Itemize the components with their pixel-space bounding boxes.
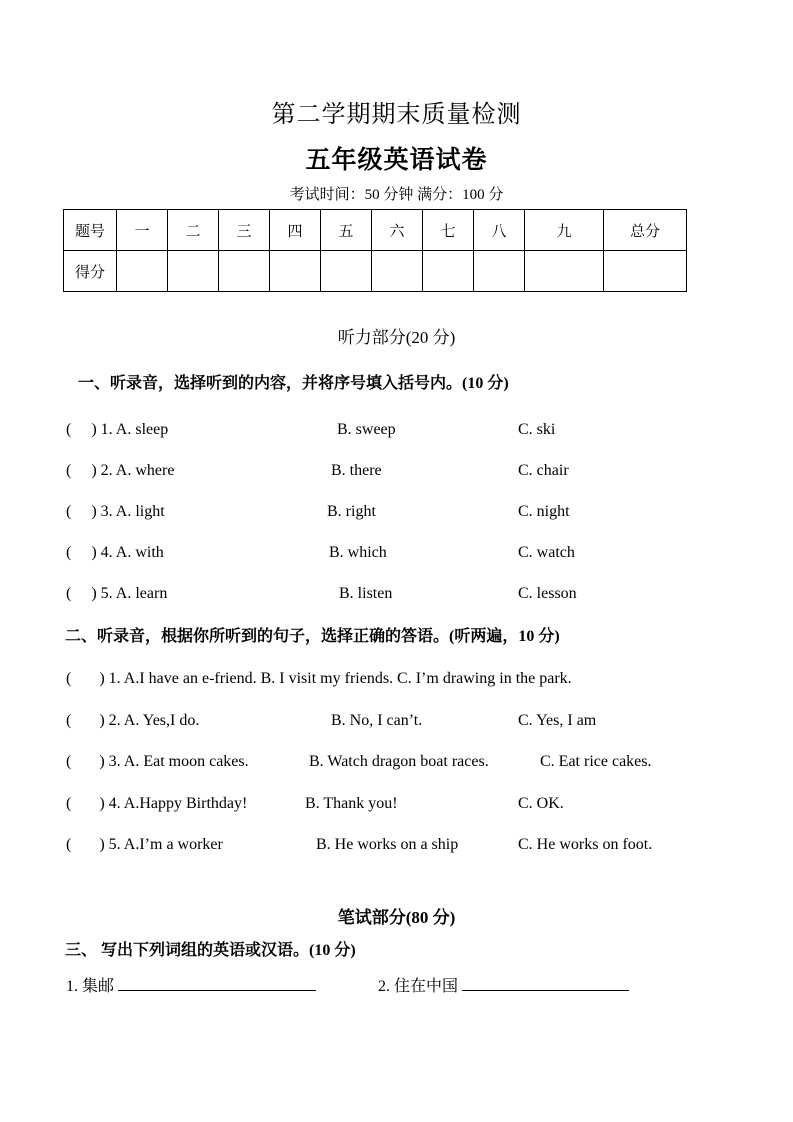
column-header-3: 三 (219, 210, 270, 251)
section-two-heading: 二、听录音，根据你所听到的句子，选择正确的答语。(听两遍，10 分) (65, 628, 560, 645)
question-number-l1-3: 3. (100, 503, 113, 520)
question-row-l1-1[interactable] (66, 418, 746, 442)
fill-item-2-blank[interactable] (462, 975, 629, 991)
answer-bracket-l1-5[interactable]: ( ) (66, 585, 97, 602)
question-number-l1-4: 4. (100, 544, 113, 561)
column-header-6: 六 (372, 210, 423, 251)
exam-info: 考试时间：50 分钟 满分：100 分 (289, 187, 504, 203)
question-row-l2-5[interactable] (66, 833, 746, 857)
option-b-l1-2[interactable]: B. there (331, 462, 382, 479)
option-a-l1-4[interactable]: A. with (115, 544, 164, 561)
answer-bracket-l2-3[interactable]: ( ) (66, 753, 105, 770)
option-c-l1-4[interactable]: C. watch (518, 544, 575, 561)
option-a-l2-2[interactable]: A. Yes,I do. (123, 712, 200, 729)
option-b-l2-4[interactable]: B. Thank you! (305, 795, 398, 812)
fill-item-2-number: 2. (378, 978, 390, 995)
answer-bracket-l1-1[interactable]: ( ) (66, 421, 97, 438)
column-header-4: 四 (270, 210, 321, 251)
option-c-l1-1[interactable]: C. ski (518, 421, 556, 438)
fill-item-1-number: 1. (66, 978, 78, 995)
question-number-l1-5: 5. (100, 585, 113, 602)
fill-item-1-prompt: 集邮 (82, 978, 115, 995)
table-row-scores (64, 251, 687, 292)
page-title: 第二学期期末质量检测 (271, 102, 522, 128)
option-c-l1-5[interactable]: C. lesson (518, 585, 577, 602)
column-header-total: 总分 (604, 210, 687, 251)
option-b-l1-4[interactable]: B. which (329, 544, 387, 561)
option-a-l1-2[interactable]: A. where (115, 462, 175, 479)
option-a-l2-5[interactable]: A.I’m a worker (123, 836, 223, 853)
question-number-l2-2: 2. (108, 712, 121, 729)
column-header-8: 八 (474, 210, 525, 251)
score-cell-6[interactable] (372, 251, 423, 292)
option-a-l2-4[interactable]: A.Happy Birthday! (123, 795, 248, 812)
question-row-l2-1[interactable] (66, 667, 766, 691)
column-header-1: 一 (117, 210, 168, 251)
fill-item-1-blank[interactable] (118, 975, 316, 991)
listening-part-title: 听力部分(20 分) (337, 328, 456, 347)
option-b-l1-1[interactable]: B. sweep (337, 421, 396, 438)
option-c-l1-2[interactable]: C. chair (518, 462, 569, 479)
question-number-l1-2: 2. (100, 462, 113, 479)
options-l2-1[interactable]: A.I have an e-friend. B. I visit my friends. C. I’m drawing in the park. (123, 670, 572, 687)
answer-bracket-l2-2[interactable]: ( ) (66, 712, 105, 729)
score-cell-8[interactable] (474, 251, 525, 292)
question-number-l1-1: 1. (100, 421, 113, 438)
page-subtitle: 五年级英语试卷 (305, 147, 488, 174)
fill-item-1[interactable] (66, 975, 316, 999)
score-cell-7[interactable] (423, 251, 474, 292)
option-b-l1-5[interactable]: B. listen (339, 585, 393, 602)
column-header-7: 七 (423, 210, 474, 251)
fill-item-2[interactable] (378, 975, 629, 999)
section-three-heading: 三、 写出下列词组的英语或汉语。(10 分) (65, 942, 356, 959)
option-c-l2-2[interactable]: C. Yes, I am (518, 712, 597, 729)
option-c-l2-5[interactable]: C. He works on foot. (518, 836, 653, 853)
question-number-l2-5: 5. (108, 836, 121, 853)
column-header-2: 二 (168, 210, 219, 251)
score-cell-total[interactable] (604, 251, 687, 292)
score-cell-3[interactable] (219, 251, 270, 292)
option-a-l2-3[interactable]: A. Eat moon cakes. (123, 753, 249, 770)
question-row-l1-5[interactable] (66, 582, 746, 606)
column-header-5: 五 (321, 210, 372, 251)
column-header-9: 九 (525, 210, 604, 251)
question-row-l1-2[interactable] (66, 459, 746, 483)
row-label-question-no: 题号 (64, 210, 117, 251)
score-cell-9[interactable] (525, 251, 604, 292)
answer-bracket-l2-1[interactable]: ( ) (66, 670, 105, 687)
answer-bracket-l1-4[interactable]: ( ) (66, 544, 97, 561)
row-label-score: 得分 (64, 251, 117, 292)
written-part-title: 笔试部分(80 分) (337, 908, 456, 927)
question-row-l1-3[interactable] (66, 500, 746, 524)
question-number-l2-4: 4. (108, 795, 121, 812)
score-cell-4[interactable] (270, 251, 321, 292)
answer-bracket-l1-3[interactable]: ( ) (66, 503, 97, 520)
section-one-heading: 一、听录音，选择听到的内容，并将序号填入括号内。(10 分) (78, 375, 509, 392)
question-row-l2-2[interactable] (66, 709, 746, 733)
option-b-l2-3[interactable]: B. Watch dragon boat races. (309, 753, 489, 770)
question-row-l1-4[interactable] (66, 541, 746, 565)
option-c-l2-4[interactable]: C. OK. (518, 795, 564, 812)
option-b-l1-3[interactable]: B. right (327, 503, 376, 520)
score-cell-5[interactable] (321, 251, 372, 292)
option-a-l1-1[interactable]: A. sleep (115, 421, 169, 438)
answer-bracket-l2-5[interactable]: ( ) (66, 836, 105, 853)
score-cell-1[interactable] (117, 251, 168, 292)
option-a-l1-3[interactable]: A. light (115, 503, 165, 520)
score-cell-2[interactable] (168, 251, 219, 292)
table-row-question-numbers (64, 210, 687, 251)
option-a-l1-5[interactable]: A. learn (115, 585, 168, 602)
question-number-l2-1: 1. (108, 670, 121, 687)
score-table (63, 209, 687, 292)
question-row-l2-3[interactable] (66, 750, 746, 774)
question-number-l2-3: 3. (108, 753, 121, 770)
option-b-l2-5[interactable]: B. He works on a ship (316, 836, 459, 853)
option-c-l2-3[interactable]: C. Eat rice cakes. (540, 753, 652, 770)
answer-bracket-l2-4[interactable]: ( ) (66, 795, 105, 812)
question-row-l2-4[interactable] (66, 792, 746, 816)
option-b-l2-2[interactable]: B. No, I can’t. (331, 712, 423, 729)
fill-item-2-prompt: 住在中国 (394, 978, 459, 995)
option-c-l1-3[interactable]: C. night (518, 503, 570, 520)
answer-bracket-l1-2[interactable]: ( ) (66, 462, 97, 479)
